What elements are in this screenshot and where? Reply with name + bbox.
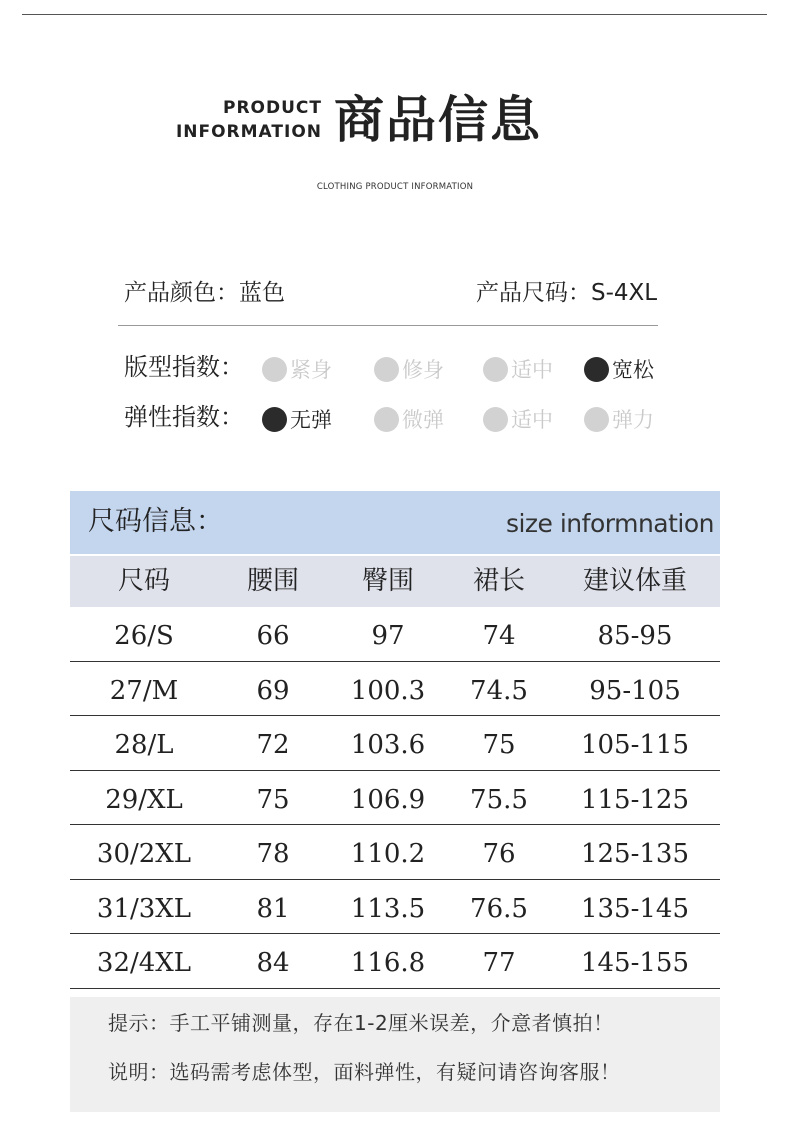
stretch-scale-label: 弹性指数：: [124, 403, 244, 431]
size-info-header: [70, 491, 720, 554]
table-cell: 74: [482, 621, 516, 651]
table-cell: 116.8: [350, 948, 426, 978]
page-subtitle: CLOTHING PRODUCT INFORMATION: [316, 182, 474, 192]
product-color-value: 蓝色: [239, 280, 285, 306]
fit-option: [483, 355, 553, 383]
table-row: [70, 934, 720, 989]
table-cell: 75: [256, 784, 290, 815]
stretch-dot-icon: [262, 407, 287, 432]
fit-option-label: 适中: [511, 358, 553, 382]
fit-option: [374, 355, 444, 383]
stretch-dot-icon: [584, 407, 609, 432]
table-cell: 76: [482, 839, 516, 869]
stretch-dot-icon: [483, 407, 508, 432]
stretch-dot-icon: [374, 407, 399, 432]
top-divider: [22, 14, 767, 15]
stretch-scale: [124, 400, 704, 436]
table-cell: 27/M: [109, 675, 179, 706]
table-cell: 77: [482, 948, 516, 978]
fit-scale: [124, 350, 704, 386]
measurement-tip: 提示：手工平铺测量，存在1-2厘米误差，介意者慎拍！: [108, 1011, 614, 1035]
table-cell: 84: [256, 948, 290, 978]
column-header: 尺码: [117, 566, 170, 596]
table-row: [70, 662, 720, 717]
header-english-line2: INFORMATION: [175, 122, 322, 142]
fit-dot-icon: [262, 357, 287, 382]
column-header: 建议体重: [582, 566, 687, 596]
table-cell: 32/4XL: [96, 948, 192, 978]
column-header: 腰围: [246, 566, 299, 596]
fit-dot-icon: [483, 357, 508, 382]
header-english-line1: PRODUCT: [223, 98, 322, 118]
table-row: [70, 880, 720, 935]
table-row: [70, 825, 720, 880]
fit-dot-icon: [374, 357, 399, 382]
table-cell: 28/L: [114, 730, 174, 760]
table-cell: 69: [256, 675, 290, 706]
table-cell: 105-115: [580, 730, 690, 760]
stretch-option-label: 微弹: [402, 408, 444, 432]
size-info-subtitle: size informnation: [505, 509, 714, 538]
notes-box: [70, 997, 720, 1112]
fit-option: [262, 355, 332, 383]
size-table-body: [70, 607, 720, 989]
table-cell: 125-135: [580, 839, 690, 869]
table-row: [70, 716, 720, 771]
attributes-divider: [118, 325, 658, 326]
table-cell: 97: [371, 621, 405, 651]
table-cell: 145-155: [580, 948, 690, 978]
product-color-label: 产品颜色：: [124, 280, 239, 306]
table-cell: 74.5: [470, 675, 528, 706]
column-header: 裙长: [472, 566, 525, 596]
page-title: 商品信息: [334, 91, 542, 149]
table-cell: 30/2XL: [96, 839, 192, 869]
table-cell: 78: [256, 839, 290, 869]
header-english: [160, 96, 322, 144]
table-cell: 95-105: [589, 675, 681, 706]
product-size-value: S-4XL: [591, 280, 658, 306]
fit-option-label: 修身: [402, 358, 444, 382]
table-cell: 85-95: [597, 621, 673, 651]
stretch-option: [374, 405, 444, 433]
table-cell: 103.6: [350, 730, 426, 760]
stretch-option: [483, 405, 553, 433]
fit-dot-icon: [584, 357, 609, 382]
fit-option: [584, 355, 654, 383]
table-cell: 115-125: [580, 784, 690, 815]
table-cell: 72: [256, 730, 290, 760]
table-cell: 76.5: [470, 893, 528, 924]
table-row: [70, 771, 720, 826]
table-cell: 75.5: [470, 784, 528, 815]
table-cell: 66: [256, 621, 290, 651]
product-size-label: 产品尺码：: [476, 280, 591, 306]
table-cell: 135-145: [580, 893, 690, 924]
table-cell: 75: [482, 730, 516, 760]
size-advice: 说明：选码需考虑体型，面料弹性，有疑问请咨询客服！: [108, 1060, 621, 1084]
table-row: [70, 607, 720, 662]
table-cell: 26/S: [114, 621, 174, 651]
fit-scale-label: 版型指数：: [124, 353, 244, 381]
table-cell: 113.5: [350, 893, 426, 924]
stretch-option: [584, 405, 654, 433]
size-table-header: [70, 556, 720, 607]
table-cell: 31/3XL: [96, 893, 192, 924]
fit-option-label: 宽松: [612, 358, 654, 382]
stretch-option: [262, 405, 332, 433]
product-size: [476, 278, 657, 308]
page-header: [0, 88, 790, 158]
stretch-option-label: 弹力: [612, 408, 654, 432]
table-cell: 81: [256, 893, 290, 924]
table-cell: 29/XL: [105, 784, 183, 815]
size-table: [70, 556, 720, 989]
stretch-option-label: 适中: [511, 408, 553, 432]
table-cell: 100.3: [350, 675, 426, 706]
stretch-option-label: 无弹: [290, 408, 332, 432]
product-color: [124, 278, 285, 308]
column-header: 臀围: [361, 566, 414, 596]
table-cell: 110.2: [350, 839, 426, 869]
fit-option-label: 紧身: [290, 358, 332, 382]
size-info-title: 尺码信息：: [88, 506, 223, 537]
table-cell: 106.9: [350, 784, 426, 815]
